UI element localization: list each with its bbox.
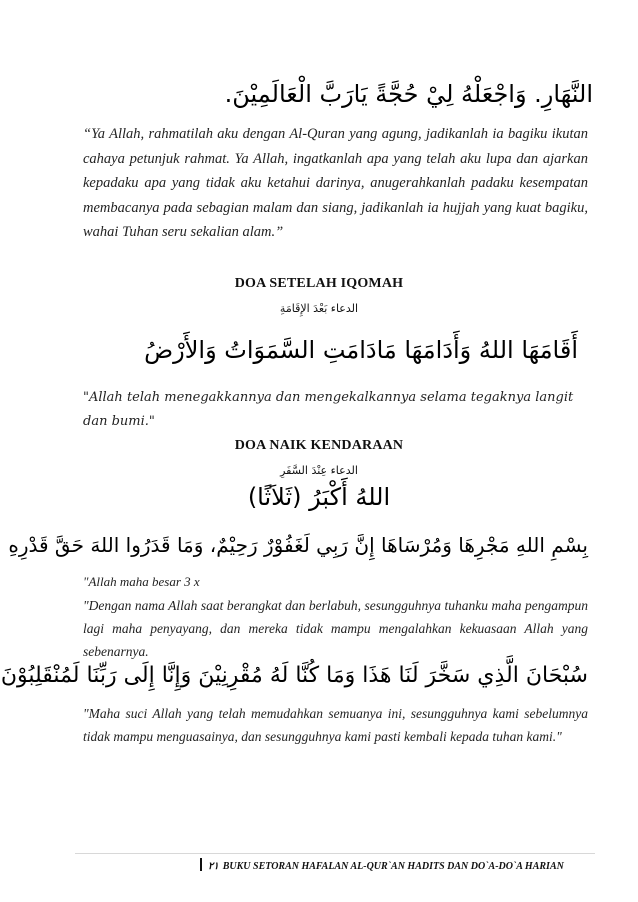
arabic-iqomah-dua: أَقَامَهَا اللهُ وَأَدَامَهَا مَادَامَتِ السَّمَوَاتُ وَالأَرْضُ: [144, 336, 578, 364]
heading-doa-setelah-iqomah: DOA SETELAH IQOMAH: [234, 276, 404, 291]
translation-iqomah: "Allah telah menegakkannya dan mengekalkannya selama tegaknya langit dan bumi.": [83, 390, 574, 429]
book-title: BUKU SETORAN HAFALAN AL-QUR`AN HADITS DAN DO`A-DO`A HARIAN: [222, 861, 564, 872]
arabic-travel-dua-line: بِسْمِ اللهِ مَجْرِهَا وَمُرْسَاهَا إِنَّ رَبِي لَغَفُوْرٌ رَحِيْمٌ، وَمَا قَدَرُوا اللهَ حَقَّ قَدْرِهِ: [8, 533, 588, 557]
page-number: ٢١: [208, 861, 219, 872]
translation-takbir: "Allah maha besar 3 x: [83, 574, 200, 589]
footer-bar: [200, 858, 202, 871]
translation-subhanalladzi: "Maha suci Allah yang telah memudahkan semuanya ini, sesungguhnya kami sebelumnya tidak mampu menguasainya, dan sesungguhnya kami pasti kembali kepada tuhan kami.": [83, 706, 588, 744]
arabic-subtitle: الدعاء عِنْدَ السَّفَرِ: [280, 464, 358, 477]
translation-paragraph: “Ya Allah, rahmatilah aku dengan Al-Quran yang agung, jadikanlah ia bagiku ikutan cahaya petunjuk rahmat. Ya Allah, ingatkanlah apa yang telah aku lupa dan ajarkan kepadaku apa yang tidak aku ketahui darinya, anugerahkanlah padaku kesempatan membacanya pada sebagian malam dan siang, jadikanlah ia hujjah yang kuat bagiku, wahai Tuhan seru sekalian alam.”: [83, 126, 588, 240]
heading-doa-naik-kendaraan: DOA NAIK KENDARAAN: [234, 438, 404, 453]
translation-travel-dua: "Dengan nama Allah saat berangkat dan berlabuh, sesungguhnya tuhanku maha pengampun lagi maha penyayang, dan mereka tidak mampu mengalahkan kekuasaan Allah yang sebenarnya.: [83, 598, 588, 659]
arabic-takbir: اللهُ أَكْبَرُ (ثَلاَثًا): [247, 483, 391, 511]
footer-divider: [75, 853, 595, 854]
page-footer: [200, 858, 600, 872]
arabic-subtitle: الدعاء بَعْدَ الإِقَامَةِ: [279, 302, 359, 315]
arabic-subhanalladzi: سُبْحَانَ الَّذِي سَخَّرَ لَنَا هَذَا وَمَا كُنَّا لَهُ مُقْرِنِيْنَ وَإِنَّا إِلَى رَبِّنَا لَمُنْقَلِبُوْنَ: [0, 663, 588, 688]
arabic-verse-tail: النَّهَارِ. وَاجْعَلْهُ لِيْ حُجَّةً يَارَبَّ الْعَالَمِيْنَ.: [224, 80, 593, 108]
